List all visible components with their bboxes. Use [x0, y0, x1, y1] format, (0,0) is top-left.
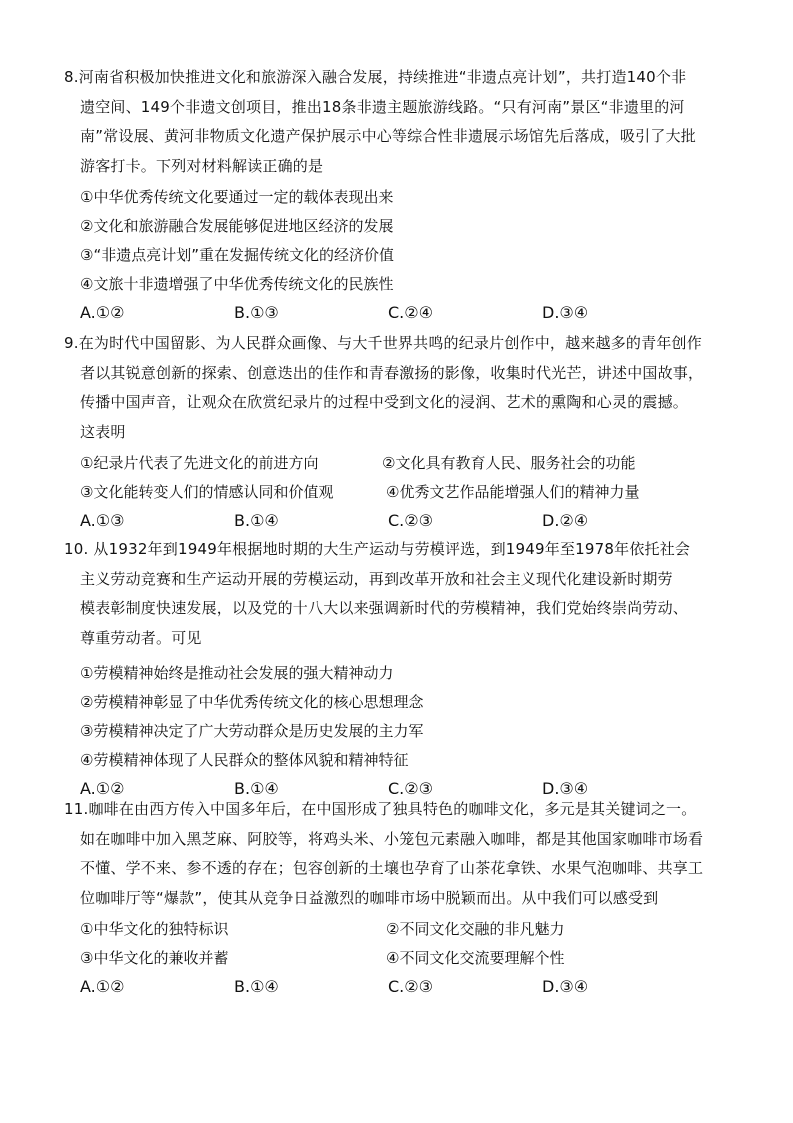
statement-option: ③文化能转变人们的情感认同和价值观 [80, 483, 334, 501]
stem-line: 南”常设展、黄河非物质文化遗产保护展示中心等综合性非遗展示场馆先后落成，吸引了大批 [80, 127, 696, 145]
stem-line: 主义劳动竞赛和生产运动开展的劳模运动，再到改革开放和社会主义现代化建设新时期劳 [80, 569, 673, 588]
answer-choice-c[interactable]: C.②④ [388, 303, 433, 322]
question-stem [64, 329, 704, 447]
statement-option: ②不同文化交融的非凡魅力 [386, 920, 565, 938]
stem-line: 尊重劳动者。可见 [80, 628, 202, 647]
question-10 [64, 535, 704, 803]
stem-line: 遗空间、149个非遗文创项目，推出18条非遗主题旅游线路。“只有河南”景区“非遗里的河 [80, 97, 685, 116]
statement-option-row [64, 944, 704, 973]
answer-choice-b[interactable]: B.①④ [234, 511, 279, 530]
answer-choice-a[interactable]: A.①② [80, 977, 125, 996]
stem-line: 者以其锐意创新的探索、创意迭出的佳作和青春激扬的影像，收集时代光芒，讲述中国故事， [80, 363, 704, 382]
stem-line: 不懂、学不来、参不透的存在；包容创新的土壤也孕育了山茶花拿铁、水果气泡咖啡、共享工 [80, 859, 704, 877]
stem-line: 游客打卡。下列对材料解读正确的是 [80, 156, 324, 175]
statement-option: ④劳模精神体现了人民群众的整体风貌和精神特征 [80, 751, 409, 769]
stem-line: 传播中国声音，让观众在欣赏纪录片的过程中受到文化的浸润、艺术的熏陶和心灵的震撼。 [80, 393, 689, 411]
answer-choice-c[interactable]: C.②③ [388, 511, 433, 530]
statement-option: ④不同文化交流要理解个性 [386, 949, 565, 967]
answer-choice-a[interactable]: A.①② [80, 779, 125, 798]
answer-choice-a[interactable]: A.①② [80, 303, 125, 322]
question-8 [64, 63, 704, 327]
statement-option: ①中华优秀传统文化要通过一定的载体表现出来 [80, 188, 394, 206]
answer-choice-b[interactable]: B.①④ [234, 977, 279, 996]
stem-line: 这表明 [80, 422, 126, 441]
question-stem [64, 535, 704, 653]
question-11 [64, 795, 704, 1001]
answer-choice-c[interactable]: C.②③ [388, 977, 433, 996]
statement-option: ④文旅十非遗增强了中华优秀传统文化的民族性 [80, 275, 394, 293]
stem-line: 9.在为时代中国留影、为人民群众画像、与大千世界共鸣的纪录片创作中，越来越多的青年创作 [64, 334, 702, 352]
statement-option: ③“非遗点亮计划”重在发掘传统文化的经济价值 [80, 246, 394, 264]
answer-choice-d[interactable]: D.③④ [542, 303, 589, 322]
stem-line: 11.咖啡在由西方传入中国多年后，在中国形成了独具特色的咖啡文化，多元是其关键词之一。 [64, 800, 697, 818]
statement-option: ①纪录片代表了先进文化的前进方向 [80, 454, 319, 472]
question-9 [64, 329, 704, 535]
statement-option: ②文化和旅游融合发展能够促进地区经济的发展 [80, 217, 394, 235]
answer-choice-d[interactable]: D.②④ [542, 511, 589, 530]
statement-option: ④优秀文艺作品能增强人们的精神力量 [386, 483, 640, 501]
stem-line: 如在咖啡中加入黑芝麻、阿胶等，将鸡头米、小笼包元素融入咖啡，都是其他国家咖啡市场看 [80, 829, 704, 848]
answer-choice-d[interactable]: D.③④ [542, 977, 589, 996]
answer-choices [64, 973, 704, 1001]
statement-option: ①劳模精神始终是推动社会发展的强大精神动力 [80, 664, 394, 682]
statement-option: ③劳模精神决定了广大劳动群众是历史发展的主力军 [80, 722, 424, 740]
stem-line: 8.河南省积极加快推进文化和旅游深入融合发展，持续推进“非遗点亮计划”，共打造140个非 [64, 68, 687, 86]
statement-option-row [64, 915, 704, 944]
answer-choice-a[interactable]: A.①③ [80, 511, 125, 530]
statement-option: ②文化具有教育人民、服务社会的功能 [382, 454, 636, 472]
answer-choice-b[interactable]: B.①④ [234, 779, 279, 798]
question-stem [64, 63, 704, 181]
answer-choice-d[interactable]: D.③④ [542, 779, 589, 798]
statement-option: ③中华文化的兼收并蓄 [80, 949, 229, 967]
stem-line: 位咖啡厅等“爆款”，使其从竞争日益激烈的咖啡市场中脱颖而出。从中我们可以感受到 [80, 888, 659, 907]
answer-choices [64, 507, 704, 535]
answer-choice-c[interactable]: C.②③ [388, 779, 433, 798]
stem-line: 模表彰制度快速发展，以及党的十八大以来强调新时代的劳模精神，我们党始终崇尚劳动、 [80, 599, 689, 617]
stem-line: 10. 从1932年到1949年根据地时期的大生产运动与劳模评选，到1949年至1978年依托社会 [64, 540, 691, 558]
answer-choices [64, 299, 704, 327]
statement-option-row [64, 478, 704, 507]
answer-choice-b[interactable]: B.①③ [234, 303, 279, 322]
statement-option-row [64, 449, 704, 478]
statement-option: ②劳模精神彰显了中华优秀传统文化的核心思想理念 [80, 693, 424, 711]
question-stem [64, 795, 704, 913]
statement-option: ①中华文化的独特标识 [80, 920, 229, 938]
